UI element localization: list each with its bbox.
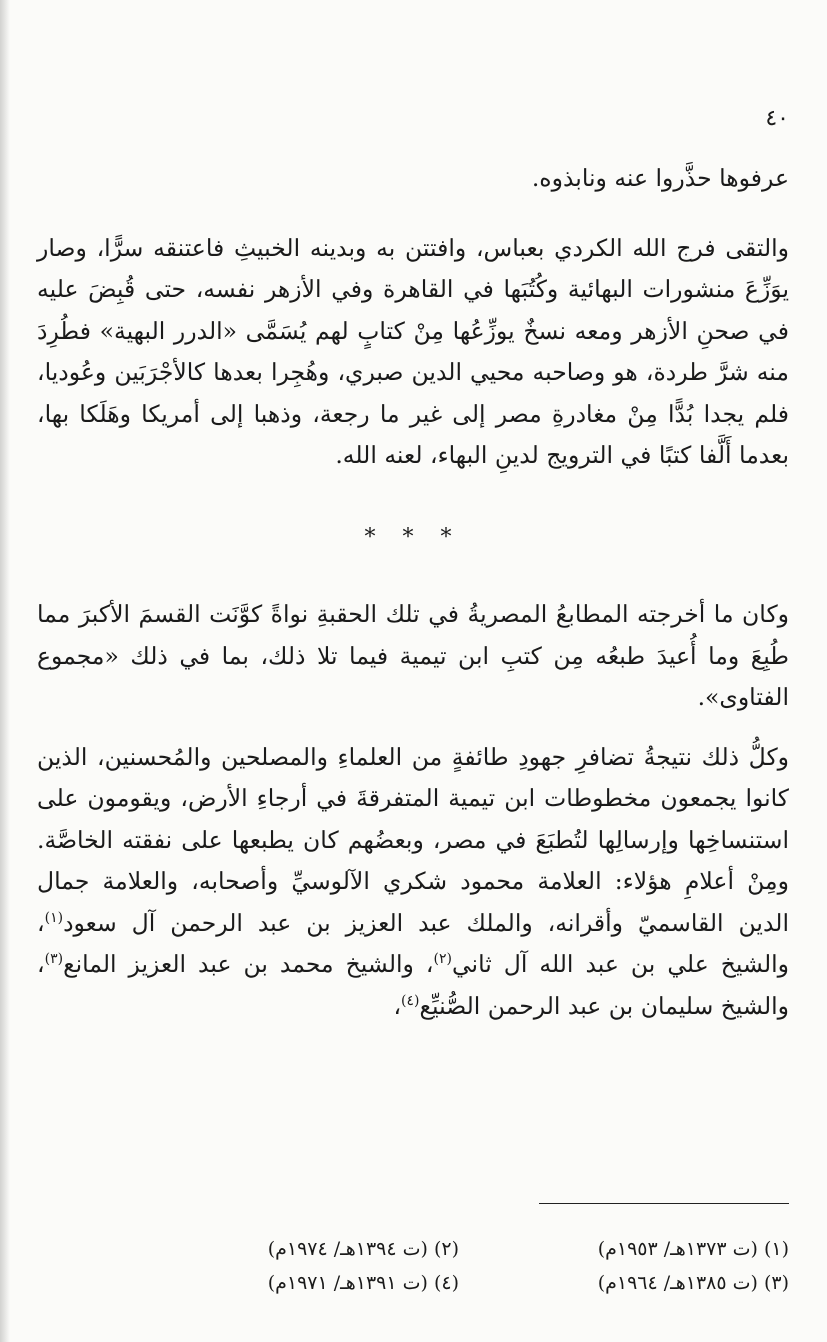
paragraph-3: وكان ما أخرجته المطابعُ المصريةُ في تلك الحقبةِ نواةً كوَّنَت القسمَ الأكبرَ مما طُبِعَ وما أُعيدَ طبعُه مِن كتبِ ابن تيمية فيما تلا ذلك، بما في ذلك «مجموع الفتاوى». [37, 600, 789, 711]
paragraph-4-text-4: ، والشيخ سليمان بن عبد الرحمن الصُّنيِّع [37, 950, 789, 1020]
paragraph-2: والتقى فرج الله الكردي بعباس، وافتتن به وبدينه الخبيثِ فاعتنقه سرًّا، وصار يوَزِّعَ منشورات البهائية وكُتُبَها في القاهرة وفي الأزهر نفسه، حتى قُبِضَ عليه في صحنِ الأزهر ومعه نسخٌ يوزِّعُها مِنْ كتابٍ لهم يُسَمَّى «الدرر البهية» فطُرِدَ منه شرَّ طردة، هو وصاحبه محيي الدين صبري، وهُجِرا بعدها كالأجْرَبَين وعُوديا، فلم يجدا بُدًّا مِنْ مغادرةِ مصر إلى غير ما رجعة، وذهبا إلى أمريكا وهَلَكا بها، بعدما أَلَّفا كتبًا في الترويج لدينِ البهاء، لعنه الله. [37, 233, 789, 469]
footnote-1: (١) (ت ١٣٧٣هـ/ ١٩٥٣م) [597, 1238, 789, 1260]
footnote-ref-2: (٢) [433, 951, 452, 968]
paragraph-4-text-2: ، والشيخ علي بن عبد الله آل ثاني [37, 908, 789, 978]
paragraph-4-text-5: ، [393, 991, 402, 1020]
page-number: ٤٠ [765, 106, 789, 131]
page-edge-shadow [0, 0, 10, 1342]
paragraph-4 [37, 737, 789, 1028]
footnote-ref-3: (٣) [44, 951, 64, 968]
footnotes [169, 1232, 789, 1300]
footnote-ref-4: (٤) [401, 992, 420, 1009]
footnote-3: (٣) (ت ١٣٨٥هـ/ ١٩٦٤م) [597, 1272, 789, 1294]
footnote-4: (٤) (ت ١٣٩١هـ/ ١٩٧١م) [267, 1272, 459, 1294]
paragraph-4-text-1: وكلُّ ذلك نتيجةُ تضافرِ جهودِ طائفةٍ من العلماءِ والمصلحين والمُحسنين، الذين كانوا يجمعون مخطوطات ابن تيمية المتفرقةَ في أرجاءِ الأرض، ويقومون على استنساخِها وإرسالِها لتُطبَعَ في مصر، وبعضُهم كان يطبعها على نفقته الخاصَّة. ومِنْ أعلامِ هؤلاء: العلامة محمود شكري الآلوسيِّ وأصحابه، والعلامة جمال الدين القاسميّ وأقرانه، والملك عبد العزيز بن عبد الرحمن آل سعود [37, 742, 789, 937]
footnote-divider [539, 1203, 789, 1204]
body-text [37, 158, 789, 1027]
footnote-2: (٢) (ت ١٣٩٤هـ/ ١٩٧٤م) [267, 1238, 459, 1260]
paragraph-4-text-3: ، والشيخ محمد بن عبد العزيز المانع [63, 950, 434, 978]
paragraph-1: عرفوها حذَّروا عنه ونابذوه. [531, 164, 789, 192]
section-separator: * * * [364, 524, 462, 550]
footnote-ref-1: (١) [44, 909, 64, 926]
